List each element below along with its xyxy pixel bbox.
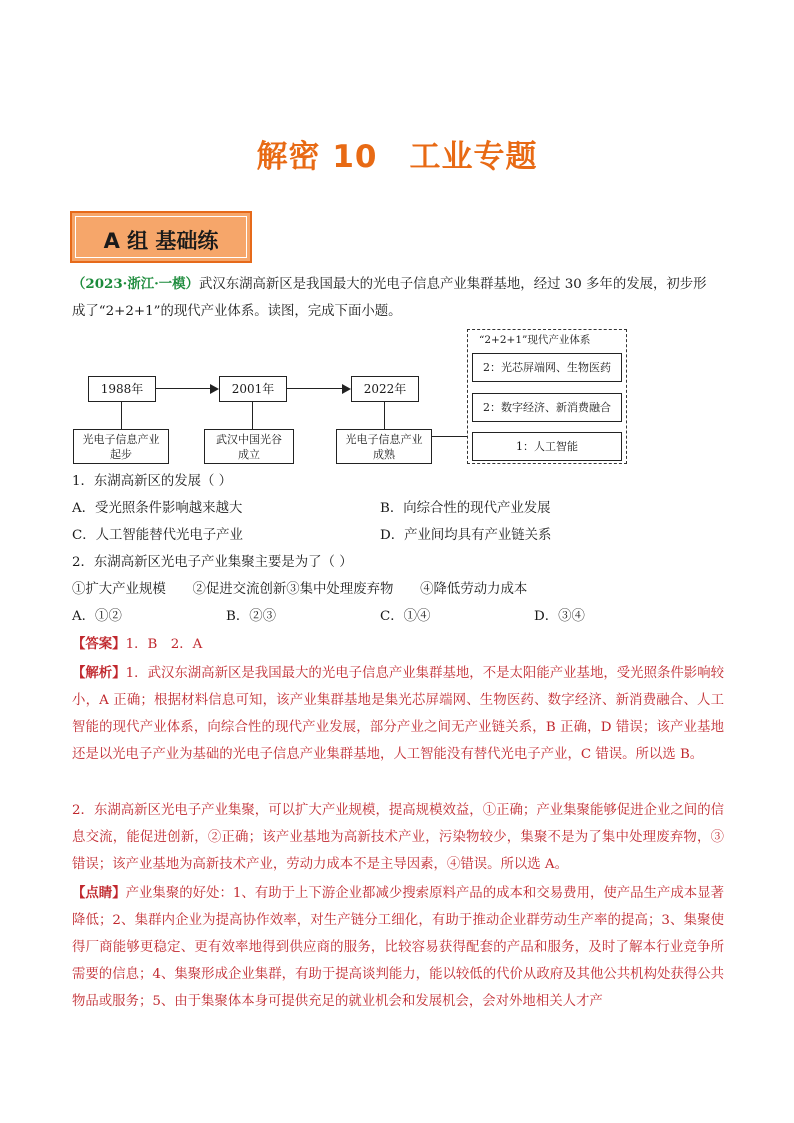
- comment-tag: 【点睛】: [72, 885, 126, 901]
- connector-system: [432, 436, 468, 437]
- year-box-2022: 2022年: [351, 376, 419, 402]
- answer-line: [72, 634, 202, 655]
- q2-option-a: A．①②: [72, 609, 122, 624]
- q1-option-d: D．产业间均具有产业链关系: [380, 528, 552, 543]
- answer-text: 1．B 2．A: [125, 637, 203, 652]
- stage3-line2: 成熟: [373, 447, 395, 461]
- comment-text: 产业集聚的好处：1、有助于上下游企业都减少搜索原料产品的成本和交易费用，使产品生产成本显著降低；2、集群内企业为提高协作效率，对生产链分工细化，有助于推动企业群劳动生产率的提高；3、集聚使得厂商能够更稳定、更有效率地得到供应商的服务，比较容易获得配套的产品和服务，及时了解本行业竞争所需要的信息；4、集聚形成企业集群，有助于提高谈判能力，能以较低的代价从政府及其他公共机构处获得公共物品或服务；5、由于集聚体本身可提供充足的就业机会和发展机会，会对外地相关人才产: [72, 886, 724, 1009]
- q1-stem: 1．东湖高新区的发展（ ）: [72, 474, 233, 489]
- system-item-3: 1：人工智能: [472, 432, 622, 461]
- connector-2: [252, 402, 253, 429]
- year-box-1988: 1988年: [88, 376, 156, 402]
- arrow-line-2: [287, 388, 343, 389]
- stage3-line1: 光电子信息产业: [345, 432, 423, 446]
- arrowhead-2: [342, 384, 351, 394]
- intro-paragraph: [72, 271, 724, 325]
- q2-option-b: B．②③: [226, 609, 277, 624]
- arrowhead-1: [210, 384, 219, 394]
- year-box-2001: 2001年: [219, 376, 287, 402]
- analysis-paragraph-1: [72, 660, 724, 768]
- q2-stem: 2．东湖高新区光电子产业集聚主要是为了（ ）: [72, 555, 353, 570]
- q2-option-c: C．①④: [380, 609, 431, 624]
- page-title: 解密 10 工业专题: [256, 139, 538, 175]
- system-item-1: 2：光芯屏端网、生物医药: [472, 353, 622, 382]
- intro-source: （2023·浙江·一模）: [72, 276, 199, 292]
- q1-option-b: B．向综合性的现代产业发展: [380, 501, 551, 516]
- stage1-line2: 起步: [110, 447, 132, 461]
- q1-option-a: A．受光照条件影响越来越大: [72, 501, 243, 516]
- group-label-box: [70, 211, 252, 263]
- connector-1: [121, 402, 122, 429]
- group-label: A 组 基础练: [103, 229, 219, 253]
- q2-option-d: D．③④: [534, 609, 585, 624]
- stage-box-1: [73, 429, 169, 464]
- analysis-paragraph-2: [72, 797, 724, 878]
- q1-option-c: C．人工智能替代光电子产业: [72, 528, 243, 543]
- system-title: “2+2+1”现代产业体系: [479, 334, 591, 346]
- stage2-line2: 成立: [238, 447, 260, 461]
- stage-box-2: [204, 429, 294, 464]
- stage2-line1: 武汉中国光谷: [216, 432, 282, 446]
- analysis-tag: 【解析】: [72, 665, 126, 681]
- system-item-2: 2：数字经济、新消费融合: [472, 393, 622, 422]
- comment-paragraph: [72, 880, 724, 1015]
- q2-items: ①扩大产业规模 ②促进交流创新③集中处理废弃物 ④降低劳动力成本: [72, 582, 528, 597]
- intro-line1: 武汉东湖高新区是我国最大的光电子信息产业集群基地，经过 30 多年的发展，初步形: [198, 277, 707, 292]
- answer-tag: 【答案】: [72, 636, 126, 652]
- analysis-text-1: 1．武汉东湖高新区是我国最大的光电子信息产业集群基地，不是太阳能产业基地，受光照条件影响较小，A 正确；根据材料信息可知，该产业集群基地是集光芯屏端网、生物医药、数字经济、新消费融合、人工智能的现代产业体系，向综合性的现代产业发展，部分产业之间无产业链关系，B 正确，D 错误；该产业基地还是以光电子产业为基础的光电子信息产业集群基地，人工智能没有替代光电子产业，C 错误。所以选 B。: [72, 666, 724, 762]
- intro-line2: 成了“2+2+1”的现代产业体系。读图，完成下面小题。: [72, 304, 402, 319]
- analysis-text-2: 2．东湖高新区光电子产业集聚，可以扩大产业规模，提高规模效益，①正确；产业集聚能够促进企业之间的信息交流，能促进创新，②正确；该产业基地为高新技术产业，污染物较少，集聚不是为了集中处理废弃物，③错误；该产业基地为高新技术产业，劳动力成本不是主导因素，④错误。所以选 A。: [72, 803, 724, 872]
- stage1-line1: 光电子信息产业: [82, 432, 160, 446]
- arrow-line-1: [156, 388, 211, 389]
- connector-3: [384, 402, 385, 429]
- stage-box-3: [336, 429, 432, 464]
